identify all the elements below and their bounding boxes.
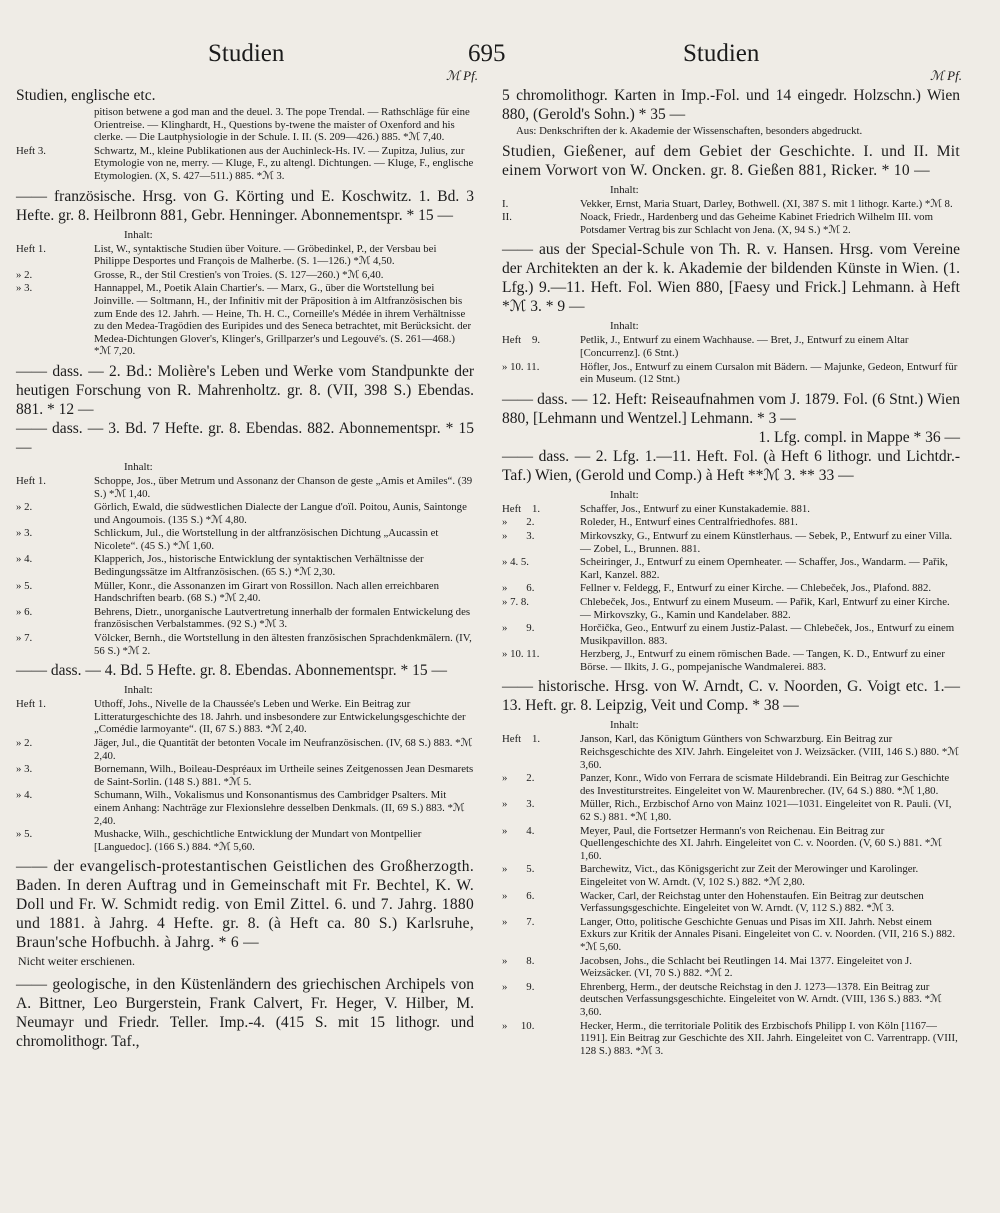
item-text: Schoppe, Jos., über Metrum und Assonanz der Chanson de geste „Amis et Amiles“. (39 S.) *ℳ 1,40.	[94, 474, 473, 500]
item-text: Panzer, Konr., Wido von Ferrara de scismate Hildebrandi. Ein Beitrag zur Geschichte des Investiturstreites. Eingeleitet von W. Maurenbrecher. (IV, 64 S.) 880. *ℳ 1,80.	[580, 772, 950, 797]
contents-item	[502, 772, 960, 797]
contents-item	[16, 527, 474, 552]
header-left-title: Studien	[208, 40, 285, 67]
item-number: Heft 1.	[16, 698, 46, 711]
item-text: Mirkovszky, G., Entwurf zu einem Künstlerhaus. — Sebek, P., Entwurf zu einer Villa. — Zobel, L., Brunnen. 881.	[580, 529, 953, 555]
item-text: Horčička, Geo., Entwurf zu einem Justiz-Palast. — Chlebeček, Jos., Entwurf zu einem Musikpavillon. 883.	[580, 622, 955, 647]
item-number: I.	[502, 197, 509, 210]
contents-heading: Inhalt:	[124, 228, 153, 241]
item-number: » 10. 11.	[502, 360, 540, 373]
item-number: » 4.	[502, 824, 535, 837]
entry-heading: Studien, englische etc.	[16, 87, 156, 104]
contents-item	[502, 798, 960, 823]
item-text: Petlik, J., Entwurf zu einem Wachhause. — Bret, J., Entwurf zu einem Altar [Concurrenz]. (6 Stnt.)	[580, 334, 909, 359]
contents-list	[502, 733, 960, 1057]
item-text: Janson, Karl, das Königtum Günthers von Schwarzburg. Ein Beitrag zur Reichsgeschichte des XIV. Jahrh. Eingeleitet von J. Weizsäcker. (VIII, 146 S.) 880. *ℳ 3,60.	[580, 733, 959, 771]
catalog-entry: —— aus der Special-Schule von Th. R. v. Hansen. Hrsg. vom Vereine der Architekten an der k. k. Akademie der bildenden Künste in Wien. (1. Lfg.) 9.—11. Heft. Fol. Wien 880, [Faesy und Frick.] Lehmann. à Heft *ℳ 3. * 9 —	[502, 241, 960, 316]
item-number: » 10. 11.	[502, 648, 540, 661]
contents-item	[16, 737, 474, 762]
contents-item	[16, 828, 474, 853]
contents-item	[502, 733, 960, 771]
item-text: Müller, Konr., die Assonanzen im Girart von Rossillon. Nach allen erreichbaren Handschriften bearb. (68 S.) *ℳ 2,40.	[94, 579, 439, 605]
catalog-entry: —— französische. Hrsg. von G. Körting und E. Koschwitz. 1. Bd. 3 Hefte. gr. 8. Heilbronn 881, Gebr. Henninger. Abonnementspr. * 15 —	[16, 187, 474, 224]
item-number: » 3.	[502, 798, 535, 811]
header-right-title: Studien	[683, 40, 760, 67]
item-text: Bornemann, Wilh., Boileau-Despréaux im Urtheile seines Zeitgenossen Jean Desmarets de Saint-Sorlin. (148 S.) 881. *ℳ 5.	[94, 763, 474, 788]
contents-item	[16, 789, 474, 827]
item-text: Herzberg, J., Entwurf zu einem römischen Bade. — Tangen, K. D., Entwurf zu einer Börse. — Ilkits, J. G., pompejanische Wandmalerei. 883.	[580, 648, 945, 673]
left-column	[16, 86, 474, 1051]
item-text: Ehrenberg, Herm., der deutsche Reichstag in den J. 1273—1378. Ein Beitrag zur deutschen Verfassungsgeschichte. Eingeleitet von W. Arndt. (VIII, 136 S.) 883. *ℳ 3,60.	[580, 980, 942, 1018]
item-number: » 6.	[502, 582, 535, 595]
contents-item	[502, 981, 960, 1019]
catalog-entry: —— dass. — 2. Lfg. 1.—11. Heft. Fol. (à Heft 6 lithogr. und Lichtdr.-Taf.) Wien, (Gerold und Comp.) à Heft **ℳ 3. ** 33 —	[502, 447, 960, 484]
price-column-label-left: ℳ Pf.	[446, 68, 478, 83]
item-number: » 5.	[502, 863, 535, 876]
item-number: » 4.	[16, 789, 33, 802]
contents-item	[16, 763, 474, 788]
item-number: » 2.	[502, 516, 535, 529]
contents-list	[16, 106, 474, 183]
item-text: Langer, Otto, politische Geschichte Genuas und Pisas im XII. Jahrh. Nebst einem Exkurs zur Kritik der Annales Pisani. Eingeleitet von C. v. Noorden. (VII, 216 S.) 882. *ℳ 5,60.	[580, 915, 956, 953]
item-number: » 6.	[502, 889, 535, 902]
catalog-entry: —— geologische, in den Küstenländern des griechischen Archipels von A. Bittner, Leo Burgerstein, Frank Calvert, Fr. Heger, V. Hilber, M. Neumayr und Friedr. Teller. Imp.-4. (415 S. mit 15 lithogr. und chromolithogr. Taf.,	[16, 976, 474, 1051]
item-text: Schumann, Wilh., Vokalismus und Konsonantismus des Cambridger Psalters. Mit einem Anhang: Nachträge zur Flexionslehre desselben Denkmals. (II, 69 S.) 883. *ℳ 2,40.	[94, 789, 465, 827]
contents-heading: Inhalt:	[610, 320, 639, 333]
contents-item	[502, 622, 960, 647]
item-number: » 7.	[16, 632, 33, 645]
contents-item	[502, 582, 960, 595]
item-number	[16, 106, 94, 144]
contents-item	[502, 211, 960, 236]
item-number: » 3.	[16, 282, 33, 295]
item-number: Heft 3.	[16, 144, 46, 157]
contents-item	[502, 916, 960, 954]
contents-item	[16, 145, 474, 183]
entry-note: Aus: Denkschriften der k. Akademie der Wissenschaften, besonders abgedruckt.	[516, 125, 863, 137]
item-number: Heft 1.	[502, 733, 541, 746]
contents-item	[16, 269, 474, 282]
contents-item	[502, 530, 960, 555]
item-number: Heft 1.	[502, 502, 541, 515]
contents-heading: Inhalt:	[610, 488, 639, 501]
contents-item	[502, 198, 960, 211]
contents-list	[502, 503, 960, 674]
catalog-entry: —— der evangelisch-protestantischen Geistlichen des Großherzogth. Baden. In deren Auftrag und in Gemeinschaft mit Fr. Bechtel, K. W. Doll und Fr. W. Schmidt redig. von Emil Zittel. 6. und 7. Jahrg. 1880 und 1881. à Jahrg. 4 Hefte. gr. 8. (à Heft ca. 80 S.) Karlsruhe, Braun'sche Hofbuchh. à Jahrg. * 6 —	[16, 858, 474, 952]
item-number: Heft 1.	[16, 474, 46, 487]
item-text: Görlich, Ewald, die südwestlichen Dialecte der Langue d'oïl. Poitou, Aunis, Saintonge und Angoumois. (135 S.) *ℳ 4,80.	[94, 501, 467, 526]
right-column	[502, 86, 960, 1058]
item-number: » 2.	[16, 268, 33, 281]
item-number: » 9.	[502, 980, 535, 993]
item-text: Höfler, Jos., Entwurf zu einem Cursalon mit Bädern. — Majunke, Gedeon, Entwurf für ein Museum. (12 Stnt.)	[580, 360, 958, 386]
item-number: » 8.	[502, 954, 535, 967]
contents-item	[16, 553, 474, 578]
contents-heading: Inhalt:	[610, 183, 639, 196]
item-text: pitison betwene a god man and the deuel. 3. The pope Trendal. — Rathschläge für eine Orientreise. — Klinghardt, H., Questions by-twene the maister of Oxenford and his clerke. — Die Lautphysiologie in der Schule. I. II. (S. 209—426.) 885. *ℳ 7,40.	[94, 106, 470, 144]
contents-item	[502, 863, 960, 888]
page-number: 695	[468, 40, 506, 67]
item-text: Meyer, Paul, die Fortsetzer Hermann's von Reichenau. Ein Beitrag zur Quellengeschichte des XI. Jahrh. Eingeleitet von C. v. Noorden. (V, 60 S.) 881. *ℳ 1,60.	[580, 824, 942, 862]
item-number: » 9.	[502, 622, 535, 635]
item-number: » 3.	[16, 527, 33, 540]
item-number: » 10.	[502, 1019, 535, 1032]
catalog-entry: Studien, Gießener, auf dem Gebiet der Geschichte. I. und II. Mit einem Vorwort von W. Oncken. gr. 8. Gießen 881, Ricker. * 10 —	[502, 142, 960, 179]
item-number: » 3.	[502, 529, 535, 542]
item-text: Schlickum, Jul., die Wortstellung in der altfranzösischen Dichtung „Aucassin et Nicolete“. (45 S.) *ℳ 1,60.	[94, 527, 439, 552]
item-text: Vekker, Ernst, Maria Stuart, Darley, Bothwell. (XI, 387 S. mit 1 lithogr. Karte.) *ℳ 8.	[580, 197, 953, 210]
contents-item	[502, 1020, 960, 1058]
item-number: » 2.	[16, 737, 33, 749]
item-text: Behrens, Dietr., unorganische Lautvertretung innerhalb der formalen Entwickelung des französischen Verbalstammes. (92 S.) *ℳ 3.	[94, 605, 471, 631]
price-column-label-right: ℳ Pf.	[930, 68, 962, 83]
contents-item	[502, 648, 960, 673]
contents-item	[16, 632, 474, 657]
contents-list	[502, 334, 960, 385]
contents-heading: Inhalt:	[124, 684, 153, 697]
item-number: » 2.	[502, 772, 535, 785]
item-number: » 5.	[16, 579, 33, 592]
contents-item	[16, 243, 474, 268]
contents-list	[16, 243, 474, 358]
item-text: List, W., syntaktische Studien über Voiture. — Gröbedinkel, P., der Versbau bei Philippe Desportes und François de Malherbe. (S. 1—126.) *ℳ 4,50.	[94, 242, 437, 268]
item-text: Schaffer, Jos., Entwurf zu einer Kunstakademie. 881.	[580, 502, 810, 515]
item-number: » 4.	[16, 553, 33, 566]
item-text: Müller, Rich., Erzbischof Arno von Mainz 1021—1031. Eingeleitet von R. Pauli. (VI, 62 S.) 881. *ℳ 1,80.	[580, 798, 952, 824]
contents-item	[502, 503, 960, 516]
contents-item	[502, 825, 960, 863]
item-text: Grosse, R., der Stil Crestien's von Troies. (S. 127—260.) *ℳ 6,40.	[94, 268, 384, 281]
contents-list	[16, 475, 474, 657]
contents-list	[502, 198, 960, 237]
item-text: Chlebeček, Jos., Entwurf zu einem Museum. — Pařik, Karl, Entwurf zu einer Kirche. — Mirkovszky, G., Kamin und Kandelaber. 882.	[580, 595, 950, 621]
item-text: Hannappel, M., Poetik Alain Chartier's. — Marx, G., über die Wortstellung bei Joinville. — Soltmann, H., der Infinitiv mit der Präposition à im Altfranzösischen bis zum Ende des 12. Jahrh. — Heine, Th. H. C., Corneille's Médée in ihrem Verhältnisse zu den Medea-Tragödien des Euripides und des Seneca betrachtet, mit Berücksicht. der Medea-Dichtungen Glover's, Klinger's, Grillparzer's und Legouvé's. (S. 261—468.) *ℳ 7,20.	[94, 282, 472, 358]
catalog-entry: —— historische. Hrsg. von W. Arndt, C. v. Noorden, G. Voigt etc. 1.—13. Heft. gr. 8. Leipzig, Veit und Comp. * 38 —	[502, 678, 960, 715]
catalog-entry: —— dass. — 2. Bd.: Molière's Leben und Werke vom Standpunkte der heutigen Forschung von R. Mahrenholtz. gr. 8. (VII, 398 S.) Ebendas. 881. * 12 —	[16, 362, 474, 418]
item-text: Wacker, Carl, der Reichstag unter den Hohenstaufen. Ein Beitrag zur deutschen Verfassungsgeschichte. Eingeleitet von W. Arndt. (V, 112 S.) 882. *ℳ 3.	[580, 889, 924, 915]
item-number: Heft 9.	[502, 334, 541, 347]
catalog-entry: —— dass. — 4. Bd. 5 Hefte. gr. 8. Ebendas. Abonnementspr. * 15 —	[16, 662, 447, 680]
item-number: II.	[502, 211, 512, 224]
contents-item	[16, 698, 474, 736]
item-text: Jacobsen, Johs., die Schlacht bei Reutlingen 14. Mai 1377. Eingeleitet von J. Weizsäcker. (VI, 70 S.) 882. *ℳ 2.	[580, 954, 912, 980]
contents-item	[502, 596, 960, 621]
item-number: » 3.	[16, 763, 33, 776]
item-number: » 6.	[16, 605, 33, 618]
contents-heading: Inhalt:	[610, 719, 639, 732]
catalog-entry: —— dass. — 12. Heft: Reiseaufnahmen vom J. 1879. Fol. (6 Stnt.) Wien 880, [Lehmann und Wentzel.] Lehmann. * 3 —	[502, 390, 960, 427]
item-text: Mushacke, Wilh., geschichtliche Entwicklung der Mundart von Montpellier [Languedoc]. (166 S.) 884. *ℳ 5,60.	[94, 828, 422, 853]
item-text: Klapperich, Jos., historische Entwicklung der syntaktischen Verhältnisse der Bedingungssätze im Altfranzösischen. (65 S.) *ℳ 2,30.	[94, 553, 424, 579]
contents-item	[16, 606, 474, 631]
item-number: » 5.	[16, 828, 33, 841]
entry-note: Nicht weiter erschienen.	[18, 954, 135, 969]
item-number: Heft 1.	[16, 242, 46, 255]
item-text: Barchewitz, Vict., das Königsgericht zur Zeit der Merowinger und Karolinger. Eingeleitet von W. Arndt. (V, 102 S.) 882. *ℳ 2,80.	[580, 863, 919, 888]
contents-heading: Inhalt:	[124, 460, 153, 473]
contents-item	[502, 556, 960, 581]
catalog-entry: 5 chromolithogr. Karten in Imp.-Fol. und 14 eingedr. Holzschn.) Wien 880, (Gerold's Sohn.) * 35 —	[502, 87, 960, 123]
item-text: Völcker, Bernh., die Wortstellung in den ältesten französischen Sprachdenkmälern. (IV, 56 S.) *ℳ 2.	[94, 632, 472, 657]
item-number: » 4. 5.	[502, 556, 529, 569]
item-number: » 7.	[502, 915, 535, 928]
contents-item	[502, 516, 960, 529]
catalog-entry: —— dass. — 3. Bd. 7 Hefte. gr. 8. Ebendas. 882. Abonnementspr. * 15 —	[16, 419, 474, 456]
contents-item	[16, 501, 474, 526]
item-text: Scheiringer, J., Entwurf zu einem Opernheater. — Schaffer, Jos., Wandarm. — Pařik, Karl, Kanzel. 882.	[580, 556, 948, 581]
contents-item	[16, 580, 474, 605]
contents-item	[502, 955, 960, 980]
contents-item	[16, 475, 474, 500]
item-text: Uthoff, Johs., Nivelle de la Chaussée's Leben und Werke. Ein Beitrag zur Litteraturgeschichte des 18. Jahrh. und insbesondere zur Entwickelungsgeschichte der „Comédie larmoyante“. (II, 67 S.) 883. *ℳ 2,40.	[94, 698, 466, 736]
item-text: Noack, Friedr., Hardenberg und das Geheime Kabinet Friedrich Wilhelm III. vom Potsdamer Vertrag bis zur Schlacht von Jena. (X, 94 S.) *ℳ 2.	[580, 211, 933, 236]
item-number: » 2.	[16, 501, 33, 514]
contents-item	[16, 106, 474, 144]
contents-list	[16, 698, 474, 853]
contents-item	[16, 282, 474, 358]
contents-item	[502, 361, 960, 386]
contents-item	[502, 890, 960, 915]
catalog-entry: 1. Lfg. compl. in Mappe * 36 —	[758, 428, 960, 446]
item-text: Fellner v. Feldegg, F., Entwurf zu einer Kirche. — Chlebeček, Jos., Plafond. 882.	[580, 582, 932, 595]
item-text: Jäger, Jul., die Quantität der betonten Vocale im Neufranzösischen. (IV, 68 S.) 883. *ℳ 2,40.	[94, 737, 473, 762]
item-text: Schwartz, M., kleine Publikationen aus der Auchinleck-Hs. IV. — Zupitza, Julius, zur Etymologie von ne, merry. — Kluge, F., zu altengl. Dichtungen. — Kluge, F., englische Etymologien. (X, S. 427—511.) 885. *ℳ 3.	[94, 144, 474, 182]
contents-item	[502, 334, 960, 359]
item-text: Hecker, Herm., die territoriale Politik des Erzbischofs Philipp I. von Köln [1167—1191]. Ein Beitrag zur Geschichte des XII. Jahrh. Eingeleitet von C. Varrentrapp. (VIII, 128 S.) 883. *ℳ 3.	[580, 1019, 958, 1057]
item-text: Roleder, H., Entwurf eines Centralfriedhofes. 881.	[580, 516, 798, 529]
item-number: » 7. 8.	[502, 595, 529, 608]
